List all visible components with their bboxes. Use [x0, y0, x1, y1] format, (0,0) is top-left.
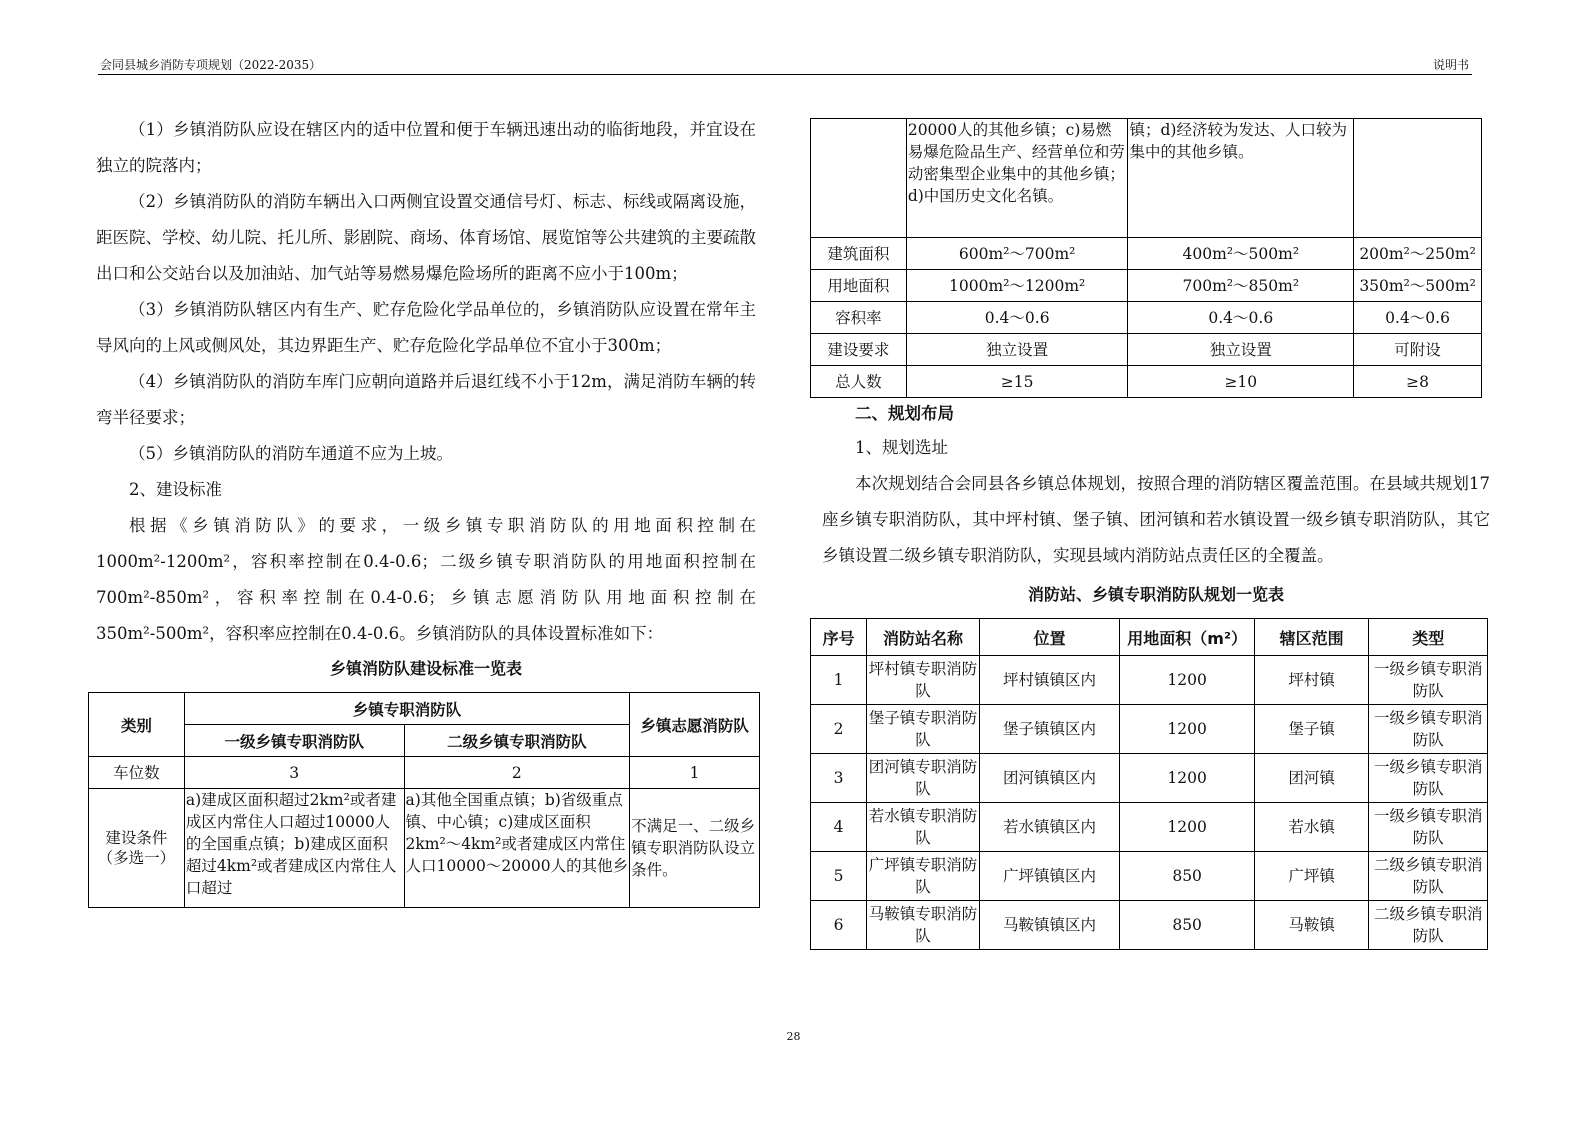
- page-number: 28: [786, 1030, 801, 1043]
- table-row: [811, 754, 1488, 803]
- paragraph-1: （1）乡镇消防队应设在辖区内的适中位置和便于车辆迅速出动的临街地段，并宜设在独立的院落内；: [96, 120, 756, 175]
- cell: 20000人的其他乡镇；c)易燃易爆危险品生产、经营单位和劳动密集型企业集中的其他乡镇；d)中国历史文化名镇。: [906, 119, 1128, 238]
- row-label: 建设条件（多选一）: [89, 789, 185, 908]
- table-row: [811, 238, 1482, 270]
- table-row: [89, 757, 760, 789]
- cell: 700m²～850m²: [1128, 270, 1354, 302]
- cell: 5: [811, 852, 867, 901]
- cell: 广坪镇专职消防队: [867, 852, 979, 901]
- paragraph-4: （4）乡镇消防队的消防车库门应朝向道路并后退红线不小于12m，满足消防车辆的转弯半径要求；: [96, 372, 756, 427]
- cell: 二级乡镇专职消防队: [1369, 852, 1488, 901]
- header-land-area: 用地面积（m²）: [1120, 619, 1255, 656]
- cell: 不满足一、二级乡镇专职消防队设立条件。: [630, 789, 760, 908]
- header-professional: 乡镇专职消防队: [184, 693, 629, 725]
- table-row: [811, 656, 1488, 705]
- stations-table: [810, 618, 1488, 950]
- cell: 一级乡镇专职消防队: [1369, 754, 1488, 803]
- cell: 850: [1120, 852, 1255, 901]
- table-row: [811, 119, 1482, 238]
- cell: 广坪镇镇区内: [979, 852, 1120, 901]
- cell: 0.4～0.6: [906, 302, 1128, 334]
- cell: 600m²～700m²: [906, 238, 1128, 270]
- cell: 镇；d)经济较为发达、人口较为集中的其他乡镇。: [1128, 119, 1354, 238]
- cell: 1200: [1120, 705, 1255, 754]
- table-row: [811, 901, 1488, 950]
- table-row: [811, 334, 1482, 366]
- table-row: [811, 302, 1482, 334]
- cell: ≥10: [1128, 366, 1354, 398]
- section-heading: 二、规划布局: [855, 404, 954, 423]
- header-level-1: 一级乡镇专职消防队: [184, 725, 404, 757]
- table-row: [811, 270, 1482, 302]
- row-label: 车位数: [89, 757, 185, 789]
- cell: 坪村镇镇区内: [979, 656, 1120, 705]
- cell: 独立设置: [1128, 334, 1354, 366]
- cell: 2: [811, 705, 867, 754]
- cell: 团河镇镇区内: [979, 754, 1120, 803]
- cell: ≥8: [1354, 366, 1482, 398]
- table-row: [89, 789, 760, 908]
- cell: 独立设置: [906, 334, 1128, 366]
- standards-table: [88, 692, 760, 908]
- left-column: [96, 112, 756, 908]
- cell: 坪村镇专职消防队: [867, 656, 979, 705]
- table-caption-stations: 消防站、乡镇专职消防队规划一览表: [1027, 585, 1284, 604]
- cell: 二级乡镇专职消防队: [1369, 901, 1488, 950]
- header-jurisdiction: 辖区范围: [1254, 619, 1369, 656]
- table-row: [811, 705, 1488, 754]
- header-location: 位置: [979, 619, 1120, 656]
- header-rule: [98, 74, 1472, 75]
- cell: 一级乡镇专职消防队: [1369, 656, 1488, 705]
- header-index: 序号: [811, 619, 867, 656]
- cell: 1200: [1120, 754, 1255, 803]
- header-type: 类型: [1369, 619, 1488, 656]
- cell: 1200: [1120, 656, 1255, 705]
- header-title: 会同县城乡消防专项规划（2022-2035）: [100, 58, 322, 72]
- cell: 3: [811, 754, 867, 803]
- cell: 广坪镇: [1254, 852, 1369, 901]
- paragraph-5: （5）乡镇消防队的消防车通道不应为上坡。: [129, 444, 453, 463]
- cell: 若水镇镇区内: [979, 803, 1120, 852]
- cell: a)建成区面积超过2km²或者建成区内常住人口超过10000人的全国重点镇；b)建成区面积超过4km²或者建成区内常住人口超过: [184, 789, 404, 908]
- header-volunteer: 乡镇志愿消防队: [630, 693, 760, 757]
- row-label: 总人数: [811, 366, 907, 398]
- cell: 一级乡镇专职消防队: [1369, 803, 1488, 852]
- right-column: [822, 118, 1490, 950]
- row-label: 建设要求: [811, 334, 907, 366]
- table-row: [811, 803, 1488, 852]
- layout-body: 本次规划结合会同县各乡镇总体规划，按照合理的消防辖区覆盖范围。在县域共规划17座乡镇专职消防队，其中坪村镇、堡子镇、团河镇和若水镇设置一级乡镇专职消防队，其它乡镇设置二级乡镇专职消防队，实现县域内消防站点责任区的全覆盖。: [822, 474, 1490, 565]
- paragraph-2: （2）乡镇消防队的消防车辆出入口两侧宜设置交通信号灯、标志、标线或隔离设施，距医院、学校、幼儿院、托儿所、影剧院、商场、体育场馆、展览馆等公共建筑的主要疏散出口和公交站台以及加油站、加气站等易燃易爆危险场所的距离不应小于100m；: [96, 192, 756, 283]
- cell: 若水镇专职消防队: [867, 803, 979, 852]
- cell: 350m²～500m²: [1354, 270, 1482, 302]
- cell: 4: [811, 803, 867, 852]
- cell: 6: [811, 901, 867, 950]
- cell: 1200: [1120, 803, 1255, 852]
- cell: 2: [404, 757, 630, 789]
- cell: 团河镇: [1254, 754, 1369, 803]
- cell: 堡子镇: [1254, 705, 1369, 754]
- cell: 1: [811, 656, 867, 705]
- table-row: [811, 852, 1488, 901]
- cell: 马鞍镇专职消防队: [867, 901, 979, 950]
- cell: 马鞍镇镇区内: [979, 901, 1120, 950]
- cell: 若水镇: [1254, 803, 1369, 852]
- cell: 400m²～500m²: [1128, 238, 1354, 270]
- standards-table-continued: [810, 118, 1482, 398]
- cell: a)其他全国重点镇；b)省级重点镇、中心镇；c)建成区面积2km²～4km²或者建成区内常住人口10000～20000人的其他乡: [404, 789, 630, 908]
- cell: 马鞍镇: [1254, 901, 1369, 950]
- header-level-2: 二级乡镇专职消防队: [404, 725, 630, 757]
- cell: 0.4～0.6: [1128, 302, 1354, 334]
- row-label: 容积率: [811, 302, 907, 334]
- paragraph-3: （3）乡镇消防队辖区内有生产、贮存危险化学品单位的，乡镇消防队应设置在常年主导风向的上风或侧风处，其边界距生产、贮存危险化学品单位不宜小于300m；: [96, 300, 756, 355]
- cell: 一级乡镇专职消防队: [1369, 705, 1488, 754]
- standards-body: 根据《乡镇消防队》的要求，一级乡镇专职消防队的用地面积控制在1000m²-1200m²，容积率控制在0.4-0.6；二级乡镇专职消防队的用地面积控制在700m²-850m²，容积率控制在0.4-0.6；乡镇志愿消防队用地面积控制在350m²-500m²，容积率应控制在0.4-0.6。乡镇消防队的具体设置标准如下：: [96, 516, 756, 643]
- cell: ≥15: [906, 366, 1128, 398]
- cell: 1: [630, 757, 760, 789]
- cell: 0.4～0.6: [1354, 302, 1482, 334]
- header-station-name: 消防站名称: [867, 619, 979, 656]
- cell: 堡子镇专职消防队: [867, 705, 979, 754]
- subheading-site: 1、规划选址: [855, 438, 948, 457]
- header-category: 类别: [89, 693, 185, 757]
- cell: 团河镇专职消防队: [867, 754, 979, 803]
- table-caption-standards: 乡镇消防队建设标准一览表: [329, 659, 522, 678]
- header-doc-type: 说明书: [1432, 58, 1469, 72]
- cell: 850: [1120, 901, 1255, 950]
- cell: 3: [184, 757, 404, 789]
- cell: 200m²～250m²: [1354, 238, 1482, 270]
- row-label: 建筑面积: [811, 238, 907, 270]
- row-label: 用地面积: [811, 270, 907, 302]
- table-row: [811, 366, 1482, 398]
- cell: 可附设: [1354, 334, 1482, 366]
- cell: 坪村镇: [1254, 656, 1369, 705]
- cell: 1000m²～1200m²: [906, 270, 1128, 302]
- cell: 堡子镇镇区内: [979, 705, 1120, 754]
- subheading-standards: 2、建设标准: [129, 480, 222, 499]
